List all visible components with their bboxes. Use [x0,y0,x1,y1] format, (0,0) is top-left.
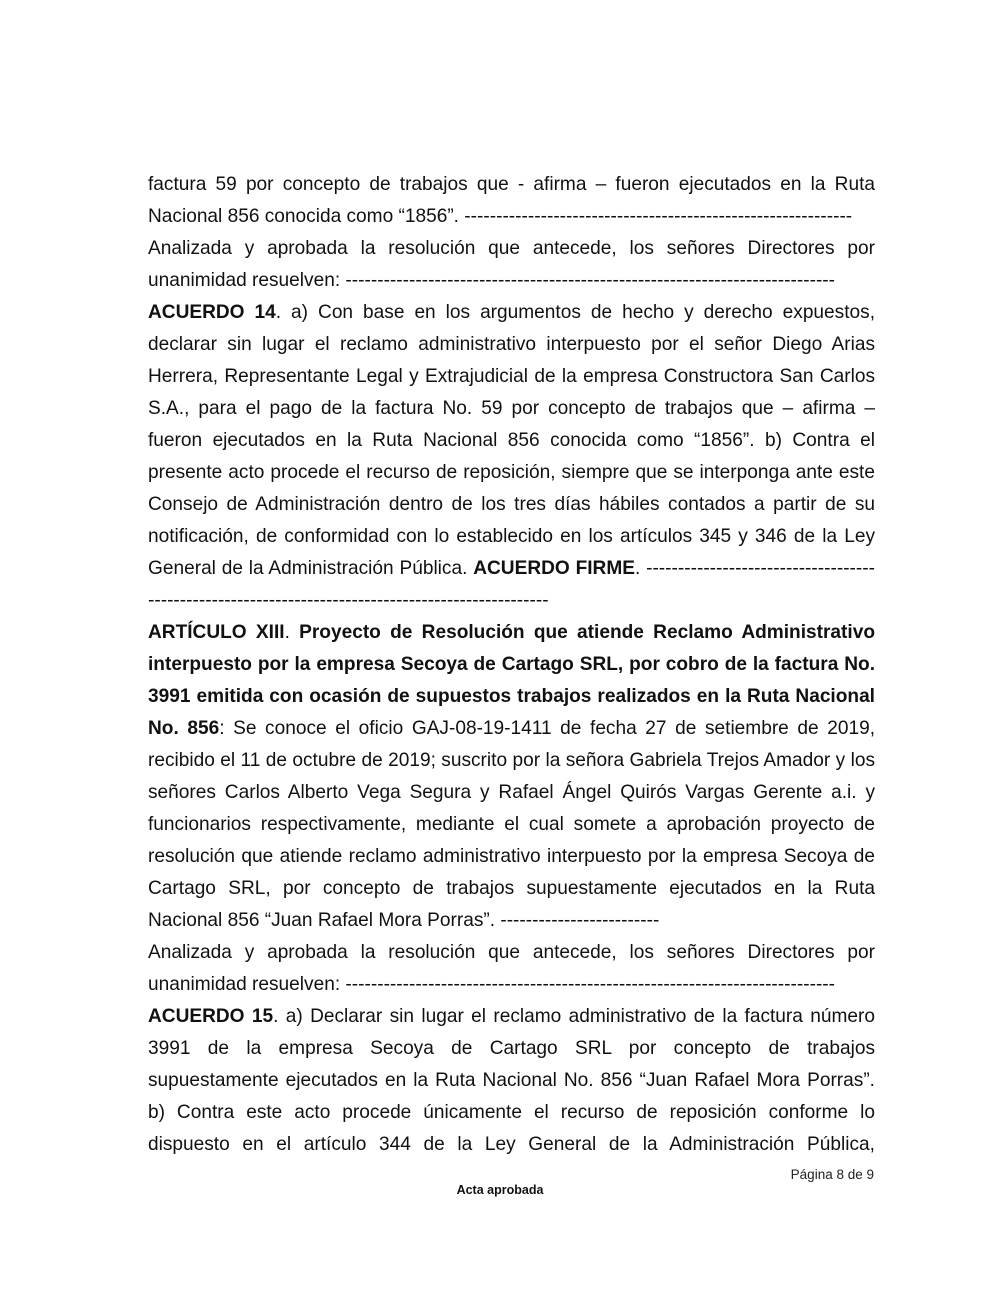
acuerdo-14-text: . a) Con base en los argumentos de hecho y derecho expuestos, declarar sin lugar el reclamo administrativo interpuesto por el señor Diego Arias Herrera, Representante Legal y Extrajudicial de la empresa Constructora San Carlos S.A., para el pago de la factura No. 59 por concepto de trabajos que – afirma – fueron ejecutados en la Ruta Nacional 856 conocida como “1856”. b) Contra el presente acto procede el recurso de reposición, siempre que se interponga ante este Consejo de Administración dentro de los tres días hábiles contados a partir de su notificación, de conformidad con lo establecido en los artículos 345 y 346 de la Ley General de la Administración Pública. [148,302,875,579]
paragraph-acuerdo-14 [148,297,875,617]
page-number: Página 8 de 9 [790,1167,874,1182]
acuerdo-15-label: ACUERDO 15 [148,1006,274,1027]
paragraph-text: Analizada y aprobada la resolución que antecede, los señores Directores por unanimidad resuelven: ----------------------------------------------------------------------------- [148,238,875,291]
acuerdo-firme-label: ACUERDO FIRME [473,558,635,579]
paragraph-articulo-xiii [148,617,875,937]
acuerdo-14-end: . --------------------------------------------------------------------------------------------------- [148,558,875,611]
paragraph-analizada-1 [148,233,875,297]
acuerdo-15-text: . a) Declarar sin lugar el reclamo administrativo de la factura número 3991 de la empresa Secoya de Cartago SRL por concepto de trabajos supuestamente ejecutados en la Ruta Nacional No. 856 “Juan Rafael Mora Porras”. b) Contra este acto procede únicamente el recurso de reposición conforme lo dispuesto en el artículo 344 de la Ley General de la Administración Pública, [148,1006,875,1155]
paragraph-text: Analizada y aprobada la resolución que antecede, los señores Directores por unanimidad resuelven: ----------------------------------------------------------------------------- [148,942,875,995]
articulo-xiii-text: : Se conoce el oficio GAJ-08-19-1411 de fecha 27 de setiembre de 2019, recibido el 11 de octubre de 2019; suscrito por la señora Gabriela Trejos Amador y los señores Carlos Alberto Vega Segura y Rafael Ángel Quirós Vargas Gerente a.i. y funcionarios respectivamente, mediante el cual somete a aprobación proyecto de resolución que atiende reclamo administrativo interpuesto por la empresa Secoya de Cartago SRL, por concepto de trabajos supuestamente ejecutados en la Ruta Nacional 856 “Juan Rafael Mora Porras”. ------------------------- [148,718,875,931]
articulo-xiii-title: Proyecto de Resolución que atiende Reclamo Administrativo interpuesto por la empresa Secoya de Cartago SRL, por cobro de la factura No. 3991 emitida con ocasión de supuestos trabajos realizados en la Ruta Nacional No. 856 [148,622,875,739]
acuerdo-14-label: ACUERDO 14 [148,302,276,323]
document-body [148,169,875,1161]
articulo-xiii-separator: . [284,622,300,643]
paragraph-acuerdo-15 [148,1001,875,1161]
paragraph-text: factura 59 por concepto de trabajos que - afirma – fueron ejecutados en la Ruta Nacional 856 conocida como “1856”. ------------------------------------------------------------- [148,174,875,227]
articulo-xiii-label: ARTÍCULO XIII [148,622,285,643]
paragraph-factura-59 [148,169,875,233]
paragraph-analizada-2 [148,937,875,1001]
footer-label: Acta aprobada [456,1183,544,1197]
